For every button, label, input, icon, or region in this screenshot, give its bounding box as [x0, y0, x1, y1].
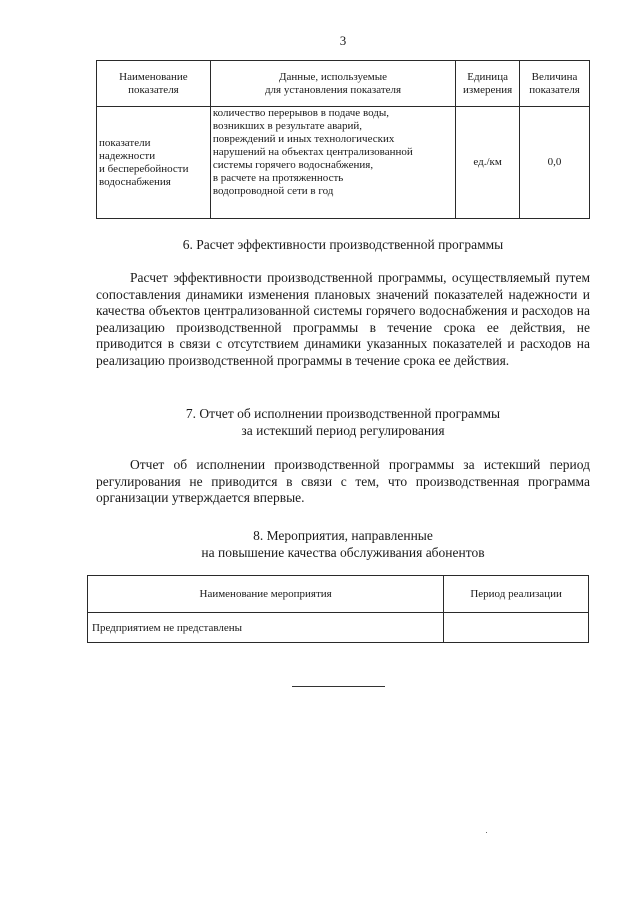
header-period: Период реализации	[444, 576, 589, 613]
indicator-data-cell: количество перерывов в подаче воды, возникших в результате аварий, повреждений и иных технологических нарушений на объектах централизованной системы горячего водоснабжения, в расчете на протяженность водопроводной сети в год	[210, 107, 455, 219]
section6-heading	[96, 236, 590, 253]
section6-title: 6. Расчет эффективности производственной программы	[182, 237, 504, 252]
header-value: Величина показателя	[520, 61, 590, 107]
section8-heading	[96, 527, 590, 561]
scan-speck	[486, 832, 487, 833]
indicator-unit-cell: ед./км	[456, 107, 520, 219]
period-cell	[444, 613, 589, 643]
end-of-document-rule	[292, 686, 385, 687]
section7-paragraph: Отчет об исполнении производственной программы за истекший период регулирования не приводится в связи с тем, что производственная программа организации утверждается впервые.	[96, 457, 590, 505]
measure-cell: Предприятием не представлены	[88, 613, 444, 643]
section7-title-line2: за истекший период регулирования	[241, 423, 445, 438]
header-indicator-name: Наименование показателя	[97, 61, 211, 107]
header-measure-name: Наименование мероприятия	[88, 576, 444, 613]
table-row	[97, 107, 590, 219]
measures-table	[87, 575, 589, 643]
section8-title-line2: на повышение качества обслуживания абонентов	[201, 545, 485, 560]
table-row	[88, 613, 589, 643]
section7-heading	[96, 405, 590, 439]
section6-paragraph: Расчет эффективности производственной программы, осуществляемый путем сопоставления динамики изменения плановых значений показателей надежности и качества объектов централизованной системы горячего водоснабжения и расходов на реализацию производственной программы в течение срока ее действия, не приводится в связи с отсутствием динамики указанных показателей и расходов на реализацию производственной программы в течение срока ее действия.	[96, 270, 590, 368]
indicators-header-row	[97, 61, 590, 107]
section7-title-line1: 7. Отчет об исполнении производственной программы	[185, 406, 501, 421]
header-unit: Единица измерения	[456, 61, 520, 107]
indicator-name-cell: показатели надежности и бесперебойности водоснабжения	[97, 107, 211, 219]
page-number: 3	[339, 33, 347, 48]
indicators-table	[96, 60, 590, 219]
header-indicator-data: Данные, используемые для установления показателя	[210, 61, 455, 107]
measures-header-row	[88, 576, 589, 613]
section8-title-line1: 8. Мероприятия, направленные	[253, 528, 433, 543]
indicator-value-cell: 0,0	[520, 107, 590, 219]
